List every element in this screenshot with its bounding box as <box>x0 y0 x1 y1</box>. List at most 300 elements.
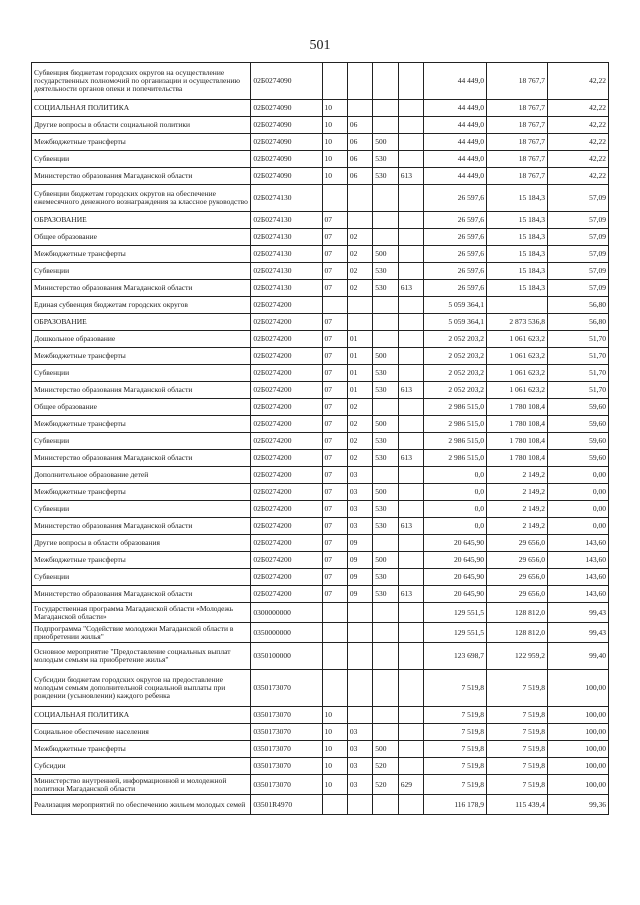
cell-name: Межбюджетные трансферты <box>32 484 251 501</box>
table-row <box>32 724 609 741</box>
cell-exec: 1 780 108,4 <box>487 433 548 450</box>
table-row <box>32 100 609 117</box>
cell-code: 02Б0274200 <box>251 331 322 348</box>
cell-gr <box>398 63 423 100</box>
cell-plan: 44 449,0 <box>424 63 487 100</box>
cell-sub <box>347 670 372 707</box>
cell-pct: 57,09 <box>547 280 608 297</box>
cell-vr <box>373 314 398 331</box>
cell-name: СОЦИАЛЬНАЯ ПОЛИТИКА <box>32 707 251 724</box>
cell-exec: 2 149,2 <box>487 484 548 501</box>
cell-sub: 02 <box>347 263 372 280</box>
cell-code: 02Б0274130 <box>251 263 322 280</box>
cell-plan: 26 597,6 <box>424 263 487 280</box>
table-row <box>32 134 609 151</box>
table-row <box>32 314 609 331</box>
cell-vr <box>373 229 398 246</box>
cell-sec: 07 <box>322 348 347 365</box>
cell-vr: 500 <box>373 246 398 263</box>
cell-vr: 530 <box>373 518 398 535</box>
cell-sub: 02 <box>347 399 372 416</box>
cell-pct: 0,00 <box>547 518 608 535</box>
cell-gr <box>398 707 423 724</box>
cell-gr: 629 <box>398 775 423 795</box>
cell-gr <box>398 100 423 117</box>
cell-code: 0350173070 <box>251 670 322 707</box>
cell-pct: 143,60 <box>547 552 608 569</box>
table-row <box>32 795 609 815</box>
cell-plan: 2 986 515,0 <box>424 433 487 450</box>
cell-code: 02Б0274200 <box>251 586 322 603</box>
cell-code: 02Б0274090 <box>251 63 322 100</box>
cell-code: 02Б0274200 <box>251 433 322 450</box>
cell-sub: 09 <box>347 552 372 569</box>
cell-exec: 15 184,3 <box>487 263 548 280</box>
cell-pct: 56,80 <box>547 314 608 331</box>
cell-sub: 06 <box>347 134 372 151</box>
cell-pct: 56,80 <box>547 297 608 314</box>
cell-code: 02Б0274200 <box>251 365 322 382</box>
cell-sub: 03 <box>347 724 372 741</box>
cell-sec: 07 <box>322 212 347 229</box>
cell-name: Субвенции <box>32 151 251 168</box>
cell-vr: 520 <box>373 775 398 795</box>
cell-name: Общее образование <box>32 229 251 246</box>
cell-gr <box>398 643 423 670</box>
cell-vr <box>373 795 398 815</box>
cell-sub: 02 <box>347 433 372 450</box>
cell-name: Дополнительное образование детей <box>32 467 251 484</box>
cell-pct: 57,09 <box>547 185 608 212</box>
cell-sub: 06 <box>347 151 372 168</box>
cell-vr <box>373 331 398 348</box>
cell-name: Субсидии бюджетам городских округов на предоставление молодым семьям дополнительной социальной выплаты при рождении (усыновлении) каждого ребенка <box>32 670 251 707</box>
table-row <box>32 151 609 168</box>
cell-sub: 02 <box>347 280 372 297</box>
cell-gr <box>398 229 423 246</box>
cell-sec: 07 <box>322 229 347 246</box>
cell-name: Министерство образования Магаданской области <box>32 280 251 297</box>
cell-name: Субвенции <box>32 263 251 280</box>
table-row <box>32 348 609 365</box>
table-row <box>32 501 609 518</box>
cell-sec: 07 <box>322 399 347 416</box>
cell-sub: 03 <box>347 484 372 501</box>
cell-vr <box>373 117 398 134</box>
cell-sec <box>322 643 347 670</box>
cell-pct: 99,43 <box>547 623 608 643</box>
cell-plan: 26 597,6 <box>424 246 487 263</box>
cell-vr <box>373 670 398 707</box>
cell-code: 02Б0274200 <box>251 450 322 467</box>
cell-gr <box>398 741 423 758</box>
cell-sec <box>322 670 347 707</box>
cell-code: 02Б0274200 <box>251 552 322 569</box>
cell-vr: 500 <box>373 348 398 365</box>
cell-name: Социальное обеспечение населения <box>32 724 251 741</box>
cell-name: Межбюджетные трансферты <box>32 348 251 365</box>
cell-vr <box>373 212 398 229</box>
cell-exec: 1 061 623,2 <box>487 365 548 382</box>
cell-plan: 44 449,0 <box>424 117 487 134</box>
cell-sub: 02 <box>347 246 372 263</box>
cell-code: 0350173070 <box>251 775 322 795</box>
cell-exec: 7 519,8 <box>487 758 548 775</box>
cell-name: ОБРАЗОВАНИЕ <box>32 212 251 229</box>
cell-code: 02Б0274090 <box>251 134 322 151</box>
cell-exec: 7 519,8 <box>487 707 548 724</box>
cell-sec <box>322 603 347 623</box>
cell-plan: 7 519,8 <box>424 775 487 795</box>
cell-vr: 530 <box>373 586 398 603</box>
cell-vr: 500 <box>373 134 398 151</box>
cell-plan: 2 052 203,2 <box>424 382 487 399</box>
cell-name: Государственная программа Магаданской области «Молодежь Магаданской области» <box>32 603 251 623</box>
table-row <box>32 246 609 263</box>
cell-sub <box>347 100 372 117</box>
cell-gr <box>398 484 423 501</box>
cell-code: 02Б0274090 <box>251 100 322 117</box>
table-row <box>32 707 609 724</box>
cell-sec: 07 <box>322 518 347 535</box>
cell-code: 02Б0274200 <box>251 416 322 433</box>
cell-code: 02Б0274200 <box>251 535 322 552</box>
cell-exec: 15 184,3 <box>487 280 548 297</box>
cell-code: 02Б0274200 <box>251 518 322 535</box>
cell-plan: 44 449,0 <box>424 151 487 168</box>
cell-sub: 03 <box>347 758 372 775</box>
cell-sub: 02 <box>347 416 372 433</box>
table-row <box>32 775 609 795</box>
cell-exec: 7 519,8 <box>487 741 548 758</box>
cell-plan: 2 052 203,2 <box>424 348 487 365</box>
cell-sec: 07 <box>322 450 347 467</box>
cell-pct: 100,00 <box>547 670 608 707</box>
cell-exec: 29 656,0 <box>487 586 548 603</box>
cell-gr <box>398 348 423 365</box>
cell-sub: 03 <box>347 741 372 758</box>
cell-pct: 100,00 <box>547 758 608 775</box>
cell-exec: 15 184,3 <box>487 246 548 263</box>
cell-exec <box>487 297 548 314</box>
cell-code: 02Б0274200 <box>251 569 322 586</box>
cell-sec: 07 <box>322 365 347 382</box>
cell-exec: 115 439,4 <box>487 795 548 815</box>
cell-gr <box>398 535 423 552</box>
table-row <box>32 382 609 399</box>
table-row <box>32 450 609 467</box>
cell-plan: 20 645,90 <box>424 586 487 603</box>
cell-pct: 51,70 <box>547 365 608 382</box>
cell-code: 02Б0274130 <box>251 246 322 263</box>
cell-exec: 1 780 108,4 <box>487 450 548 467</box>
cell-name: Субвенция бюджетам городских округов на осуществление государственных полномочий по организации и осуществлению деятельности органов опеки и попечительства <box>32 63 251 100</box>
table-row <box>32 518 609 535</box>
cell-gr <box>398 263 423 280</box>
cell-exec: 128 812,0 <box>487 603 548 623</box>
cell-sec: 10 <box>322 168 347 185</box>
cell-name: Основное мероприятие "Предоставление социальных выплат молодым семьям на приобретение жилья" <box>32 643 251 670</box>
cell-sub <box>347 795 372 815</box>
cell-exec: 15 184,3 <box>487 229 548 246</box>
cell-pct: 51,70 <box>547 348 608 365</box>
cell-name: Другие вопросы в области социальной политики <box>32 117 251 134</box>
cell-gr <box>398 399 423 416</box>
cell-vr <box>373 643 398 670</box>
cell-gr <box>398 724 423 741</box>
cell-vr: 530 <box>373 280 398 297</box>
cell-code: 02Б0274200 <box>251 348 322 365</box>
cell-name: Другие вопросы в области образования <box>32 535 251 552</box>
cell-name: Единая субвенция бюджетам городских округов <box>32 297 251 314</box>
cell-plan: 26 597,6 <box>424 185 487 212</box>
cell-vr: 530 <box>373 168 398 185</box>
cell-pct: 143,60 <box>547 586 608 603</box>
cell-exec: 1 061 623,2 <box>487 348 548 365</box>
cell-exec: 1 061 623,2 <box>487 331 548 348</box>
cell-pct: 51,70 <box>547 382 608 399</box>
cell-vr: 530 <box>373 151 398 168</box>
cell-sub <box>347 643 372 670</box>
cell-sub: 09 <box>347 535 372 552</box>
table-row <box>32 280 609 297</box>
cell-name: Субвенции бюджетам городских округов на обеспечение ежемесячного денежного вознаграждения за классное руководство <box>32 185 251 212</box>
cell-pct: 100,00 <box>547 741 608 758</box>
cell-code: 0350173070 <box>251 758 322 775</box>
cell-exec: 29 656,0 <box>487 552 548 569</box>
page-number: 501 <box>309 38 331 53</box>
cell-pct: 59,60 <box>547 450 608 467</box>
cell-vr <box>373 603 398 623</box>
cell-sec: 10 <box>322 134 347 151</box>
table-row <box>32 467 609 484</box>
cell-gr: 613 <box>398 168 423 185</box>
cell-plan: 116 178,9 <box>424 795 487 815</box>
cell-code: 02Б0274090 <box>251 117 322 134</box>
cell-pct: 57,09 <box>547 263 608 280</box>
cell-exec: 15 184,3 <box>487 212 548 229</box>
cell-gr <box>398 151 423 168</box>
cell-gr <box>398 603 423 623</box>
table-row <box>32 603 609 623</box>
cell-plan: 7 519,8 <box>424 724 487 741</box>
cell-sec: 07 <box>322 501 347 518</box>
cell-exec: 18 767,7 <box>487 100 548 117</box>
cell-vr <box>373 467 398 484</box>
cell-code: 0350173070 <box>251 707 322 724</box>
cell-name: СОЦИАЛЬНАЯ ПОЛИТИКА <box>32 100 251 117</box>
cell-exec: 18 767,7 <box>487 63 548 100</box>
cell-pct: 59,60 <box>547 416 608 433</box>
cell-pct: 143,60 <box>547 535 608 552</box>
cell-gr <box>398 297 423 314</box>
cell-plan: 26 597,6 <box>424 280 487 297</box>
cell-sec: 07 <box>322 331 347 348</box>
cell-pct: 42,22 <box>547 100 608 117</box>
cell-code: 02Б0274200 <box>251 467 322 484</box>
cell-vr <box>373 399 398 416</box>
cell-sec: 07 <box>322 280 347 297</box>
cell-plan: 2 052 203,2 <box>424 365 487 382</box>
table-row <box>32 63 609 100</box>
cell-sec <box>322 795 347 815</box>
cell-sub: 02 <box>347 450 372 467</box>
cell-gr <box>398 246 423 263</box>
cell-plan: 44 449,0 <box>424 134 487 151</box>
cell-name: Межбюджетные трансферты <box>32 741 251 758</box>
cell-sec <box>322 297 347 314</box>
cell-plan: 7 519,8 <box>424 758 487 775</box>
cell-vr <box>373 185 398 212</box>
cell-sub: 03 <box>347 501 372 518</box>
cell-code: 02Б0274200 <box>251 399 322 416</box>
cell-code: 02Б0274130 <box>251 212 322 229</box>
table-row <box>32 741 609 758</box>
cell-sub <box>347 603 372 623</box>
cell-name: Министерство внутренней, информационной и молодежной политики Магаданской области <box>32 775 251 795</box>
cell-pct: 99,40 <box>547 643 608 670</box>
cell-plan: 2 986 515,0 <box>424 450 487 467</box>
cell-exec: 29 656,0 <box>487 569 548 586</box>
cell-gr: 613 <box>398 382 423 399</box>
cell-gr <box>398 134 423 151</box>
cell-vr <box>373 535 398 552</box>
cell-vr: 530 <box>373 382 398 399</box>
cell-exec: 18 767,7 <box>487 168 548 185</box>
cell-plan: 44 449,0 <box>424 168 487 185</box>
cell-plan: 7 519,8 <box>424 707 487 724</box>
cell-plan: 20 645,90 <box>424 552 487 569</box>
cell-sec: 10 <box>322 724 347 741</box>
cell-gr <box>398 501 423 518</box>
cell-pct: 57,09 <box>547 229 608 246</box>
cell-sec: 07 <box>322 416 347 433</box>
cell-gr: 613 <box>398 450 423 467</box>
cell-name: Министерство образования Магаданской области <box>32 382 251 399</box>
cell-plan: 7 519,8 <box>424 741 487 758</box>
cell-sub <box>347 314 372 331</box>
cell-sec: 07 <box>322 433 347 450</box>
cell-exec: 2 149,2 <box>487 501 548 518</box>
cell-sec: 07 <box>322 484 347 501</box>
cell-vr: 500 <box>373 741 398 758</box>
cell-vr: 530 <box>373 365 398 382</box>
cell-name: Субвенции <box>32 365 251 382</box>
cell-sec: 10 <box>322 758 347 775</box>
cell-vr: 520 <box>373 758 398 775</box>
cell-gr <box>398 416 423 433</box>
cell-exec: 128 812,0 <box>487 623 548 643</box>
cell-vr <box>373 623 398 643</box>
table-row <box>32 185 609 212</box>
cell-sec <box>322 185 347 212</box>
table-row <box>32 331 609 348</box>
cell-name: Межбюджетные трансферты <box>32 246 251 263</box>
cell-pct: 57,09 <box>547 246 608 263</box>
table-row <box>32 399 609 416</box>
table-row <box>32 552 609 569</box>
cell-pct: 59,60 <box>547 433 608 450</box>
cell-pct: 0,00 <box>547 484 608 501</box>
table-row <box>32 229 609 246</box>
cell-sec: 07 <box>322 467 347 484</box>
cell-gr: 613 <box>398 280 423 297</box>
cell-pct: 51,70 <box>547 331 608 348</box>
cell-exec: 7 519,8 <box>487 724 548 741</box>
cell-code: 02Б0274200 <box>251 484 322 501</box>
cell-vr <box>373 297 398 314</box>
cell-pct: 100,00 <box>547 707 608 724</box>
cell-name: Министерство образования Магаданской области <box>32 168 251 185</box>
table-row <box>32 433 609 450</box>
cell-vr: 530 <box>373 569 398 586</box>
cell-plan: 44 449,0 <box>424 100 487 117</box>
cell-gr <box>398 467 423 484</box>
cell-plan: 0,0 <box>424 484 487 501</box>
table-row <box>32 484 609 501</box>
cell-vr: 500 <box>373 416 398 433</box>
cell-sec: 10 <box>322 741 347 758</box>
table-row <box>32 416 609 433</box>
table-row <box>32 758 609 775</box>
table-row <box>32 212 609 229</box>
cell-pct: 42,22 <box>547 117 608 134</box>
cell-sub <box>347 63 372 100</box>
cell-sub: 06 <box>347 117 372 134</box>
cell-sec: 07 <box>322 263 347 280</box>
cell-exec: 1 780 108,4 <box>487 416 548 433</box>
table-row <box>32 297 609 314</box>
cell-plan: 0,0 <box>424 467 487 484</box>
cell-vr: 530 <box>373 450 398 467</box>
cell-pct: 0,00 <box>547 501 608 518</box>
cell-plan: 129 551,5 <box>424 623 487 643</box>
cell-sub: 03 <box>347 775 372 795</box>
cell-plan: 129 551,5 <box>424 603 487 623</box>
cell-code: 0350000000 <box>251 623 322 643</box>
cell-gr <box>398 623 423 643</box>
cell-exec: 7 519,8 <box>487 775 548 795</box>
cell-gr <box>398 331 423 348</box>
cell-gr <box>398 670 423 707</box>
cell-exec: 1 061 623,2 <box>487 382 548 399</box>
cell-plan: 20 645,90 <box>424 569 487 586</box>
cell-gr <box>398 212 423 229</box>
cell-plan: 26 597,6 <box>424 212 487 229</box>
cell-code: 02Б0274200 <box>251 501 322 518</box>
cell-sec: 07 <box>322 569 347 586</box>
cell-pct: 100,00 <box>547 775 608 795</box>
cell-gr: 613 <box>398 586 423 603</box>
cell-name: Межбюджетные трансферты <box>32 416 251 433</box>
cell-gr <box>398 314 423 331</box>
cell-plan: 2 052 203,2 <box>424 331 487 348</box>
cell-pct: 42,22 <box>547 168 608 185</box>
table-row <box>32 263 609 280</box>
cell-pct: 42,22 <box>547 134 608 151</box>
cell-vr <box>373 63 398 100</box>
cell-pct: 0,00 <box>547 467 608 484</box>
cell-name: Министерство образования Магаданской области <box>32 518 251 535</box>
cell-sub: 01 <box>347 365 372 382</box>
cell-exec: 15 184,3 <box>487 185 548 212</box>
cell-exec: 122 959,2 <box>487 643 548 670</box>
cell-pct: 42,22 <box>547 151 608 168</box>
cell-name: Общее образование <box>32 399 251 416</box>
cell-name: Субвенции <box>32 433 251 450</box>
table-row <box>32 535 609 552</box>
cell-plan: 123 698,7 <box>424 643 487 670</box>
